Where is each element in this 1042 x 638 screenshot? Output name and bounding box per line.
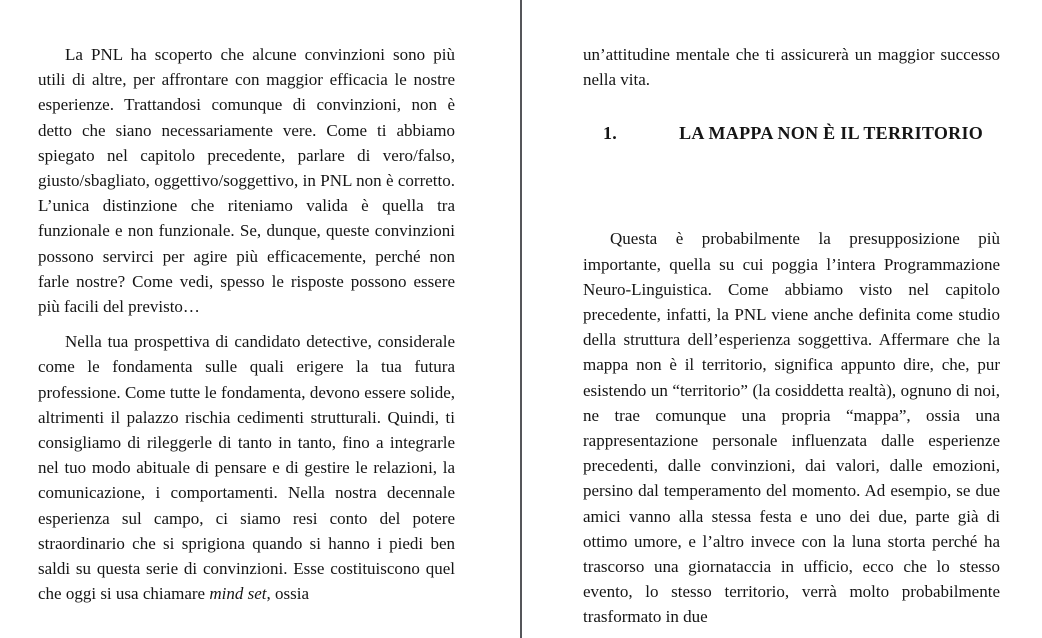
- left-paragraph-2-text: Nella tua prospettiva di candidato detective, considerale come le fondamenta sulle quali erigere la tua futura professione. Come tutte le fondamenta, devono essere solide, altrimenti il palazzo rischia cedimenti strutturali. Quindi, ti consigliamo di rileggerle di tanto in tanto, fino a integrarle nel tuo modo abituale di pensare e di gestire le relazioni, la comunicazione, i comportamenti. Nella nostra decennale esperienza sul campo, ci siamo resi conto del potere straordinario che si sprigiona quando si hanno i piedi ben saldi su questa serie di convinzioni. Esse costituiscono quel che oggi si usa chiamare: [38, 332, 455, 604]
- chapter-number: 1.: [603, 123, 618, 144]
- left-paragraph-2: [38, 329, 455, 606]
- page-right: [521, 0, 1042, 638]
- italic-term-mind-set: mind set: [209, 584, 267, 604]
- chapter-title: LA MAPPA NON È IL TERRITORIO: [679, 123, 984, 144]
- left-paragraph-1: La PNL ha scoperto che alcune convinzioni sono più utili di altre, per affrontare con maggior efficacia le nostre esperienze. Trattandosi comunque di convinzioni, non è detto che siano necessariamente vere. Come ti abbiamo spiegato nel capitolo precedente, parlare di vero/falso, giusto/sbagliato, oggettivo/soggettivo, in PNL non è corretto. L’unica distinzione che riteniamo valida è quella tra funzionale e non funzionale. Se, dunque, queste convinzioni possono servirci per agire più efficacemente, perché non farle nostre? Come vedi, spesso le risposte possono essere più facili del previsto…: [38, 45, 455, 317]
- right-paragraph-1: Questa è probabilmente la presupposizione più importante, quella su cui poggia l’intera Programmazione Neuro-Linguistica. Come abbiamo visto nel capitolo precedente, infatti, la PNL viene anche definita come studio della struttura dell’esperienza soggettiva. Affermare che la mappa non è il territorio, significa appunto dire, che, pur esistendo un “territorio” (la cosiddetta realtà), ognuno di noi, ne trae comunque una propria “mappa”, ossia una rappresentazione personale influenzata dalle esperienze precedenti, dalle convinzioni, dai valori, dalle emozioni, persino dal temperamento del momento. Ad esempio, se due amici vanno alla stessa festa e uno dei due, parte già di ottimo umore, e l’altro invece con la luna storta perché ha trascorso una giornataccia in ufficio, ecco che lo stesso evento, lo stesso territorio, verrà molto probabilmente trasformato in due: [583, 229, 1000, 627]
- left-paragraph-2-tail: , ossia: [266, 584, 309, 604]
- chapter-heading: [583, 121, 1000, 146]
- right-intro-paragraph: un’attitudine mentale che ti assicurerà un maggior successo nella vita.: [583, 45, 1000, 90]
